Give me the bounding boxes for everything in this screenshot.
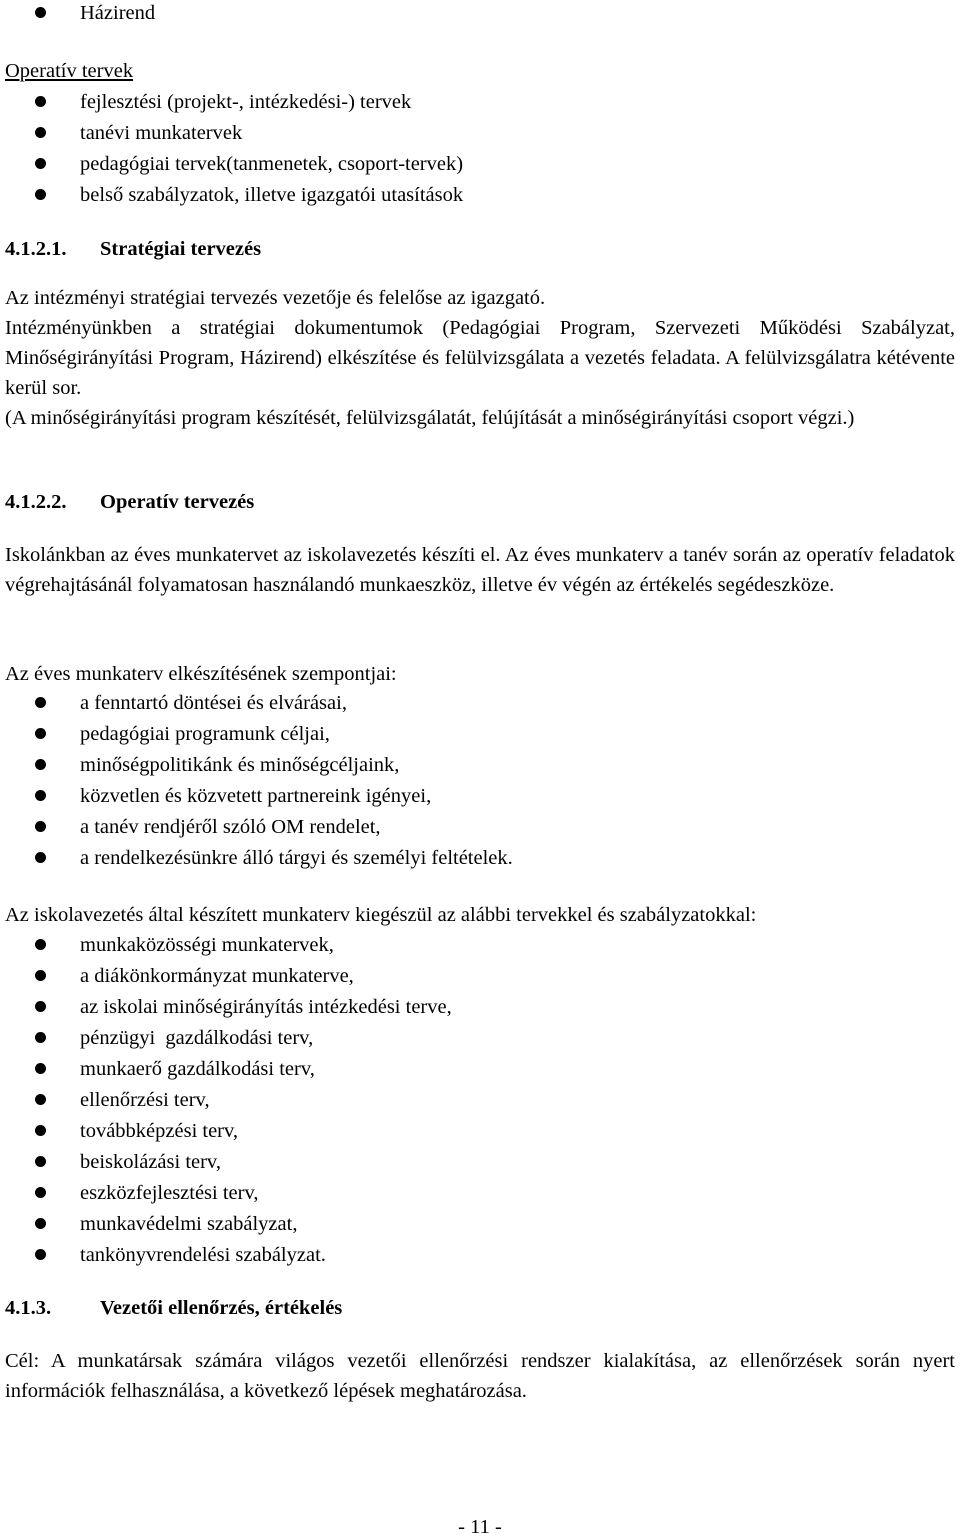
- list-item: a rendelkezésünkre álló tárgyi és személyi feltételek.: [0, 845, 513, 876]
- szempontok-list: [0, 690, 513, 876]
- bullet-icon: [35, 1187, 46, 1198]
- bullet-icon: [35, 127, 46, 138]
- bullet-icon: [35, 939, 46, 950]
- list-item: pénzügyi gazdálkodási terv,: [0, 1025, 452, 1056]
- section-title: Stratégiai tervezés: [100, 238, 262, 260]
- bullet-icon: [35, 158, 46, 169]
- list-item: fejlesztési (projekt-, intézkedési-) tervek: [0, 89, 463, 120]
- bullet-icon: [35, 1001, 46, 1012]
- paragraph: Iskolánkban az éves munkatervet az iskolavezetés készíti el. Az éves munkaterv a tanév során az operatív feladatok végrehajtásánál folyamatosan használandó munkaeszköz, illetve év végén az értékelés segédeszköze.: [5, 544, 955, 596]
- list-item: a tanév rendjéről szóló OM rendelet,: [0, 814, 513, 845]
- bullet-icon: [35, 1063, 46, 1074]
- section-heading-vezetoi: [5, 1295, 342, 1321]
- operativ-tervek-heading: Operatív tervek: [5, 60, 134, 82]
- top-bullet-list: [0, 0, 155, 31]
- section-heading-operativ: [5, 489, 254, 515]
- list-item: minőségpolitikánk és minőségcéljaink,: [0, 752, 513, 783]
- list-item: a fenntartó döntései és elvárásai,: [0, 690, 513, 721]
- section-number: 4.1.2.2.: [5, 491, 67, 513]
- bullet-icon: [35, 790, 46, 801]
- bullet-icon: [35, 1156, 46, 1167]
- list-item: munkavédelmi szabályzat,: [0, 1211, 452, 1242]
- section-number: 4.1.2.1.: [5, 238, 67, 260]
- list-item: közvetlen és közvetett partnereink igényei,: [0, 783, 513, 814]
- section-title: Vezetői ellenőrzés, értékelés: [100, 1297, 343, 1319]
- bullet-icon: [35, 1032, 46, 1043]
- list-item: munkaközösségi munkatervek,: [0, 932, 452, 963]
- list-item: munkaerő gazdálkodási terv,: [0, 1056, 452, 1087]
- section-title: Operatív tervezés: [100, 491, 255, 513]
- bullet-icon: [35, 189, 46, 200]
- bullet-icon: [35, 759, 46, 770]
- page-number: - 11 -: [458, 1516, 502, 1538]
- paragraph: Az iskolavezetés által készített munkaterv kiegészül az alábbi tervekkel és szabályzatokkal:: [5, 904, 757, 926]
- bullet-icon: [35, 1125, 46, 1136]
- bullet-icon: [35, 852, 46, 863]
- paragraph: Az éves munkaterv elkészítésének szempontjai:: [5, 663, 397, 685]
- bullet-icon: [35, 96, 46, 107]
- list-item: Házirend: [0, 0, 155, 31]
- list-item: eszközfejlesztési terv,: [0, 1180, 452, 1211]
- list-item: tanévi munkatervek: [0, 120, 463, 151]
- list-item: beiskolázási terv,: [0, 1149, 452, 1180]
- bullet-icon: [35, 1249, 46, 1260]
- operativ-tervek-list: [0, 89, 463, 213]
- list-item: pedagógiai programunk céljai,: [0, 721, 513, 752]
- bullet-icon: [35, 1094, 46, 1105]
- kiegeszito-tervek-list: [0, 932, 452, 1273]
- paragraph: Cél: A munkatársak számára világos vezetői ellenőrzési rendszer kialakítása, az ellenőrzések során nyert információk felhasználása, a következő lépések meghatározása.: [5, 1350, 955, 1402]
- bullet-icon: [35, 697, 46, 708]
- list-item: ellenőrzési terv,: [0, 1087, 452, 1118]
- section-heading-strategiai: [5, 236, 261, 262]
- bullet-icon: [35, 1218, 46, 1229]
- list-item: pedagógiai tervek(tanmenetek, csoport-tervek): [0, 151, 463, 182]
- bullet-icon: [35, 7, 46, 18]
- bullet-icon: [35, 970, 46, 981]
- list-item: továbbképzési terv,: [0, 1118, 452, 1149]
- list-item: az iskolai minőségirányítás intézkedési terve,: [0, 994, 452, 1025]
- list-item: tankönyvrendelési szabályzat.: [0, 1242, 452, 1273]
- paragraph: (A minőségirányítási program készítését, felülvizsgálatát, felújítását a minőségirányítási csoport végzi.): [5, 407, 855, 429]
- paragraph: Intézményünkben a stratégiai dokumentumok (Pedagógiai Program, Szervezeti Működési Szabályzat, Minőségirányítási Program, Házirend) elkészítése és felülvizsgálata a vezetés feladata. A felülvizsgálatra kétévente kerül sor.: [5, 317, 955, 399]
- paragraph: Az intézményi stratégiai tervezés vezetője és felelőse az igazgató.: [5, 287, 546, 309]
- bullet-icon: [35, 728, 46, 739]
- bullet-icon: [35, 821, 46, 832]
- section-number: 4.1.3.: [5, 1297, 52, 1319]
- list-item: belső szabályzatok, illetve igazgatói utasítások: [0, 182, 463, 213]
- list-item: a diákönkormányzat munkaterve,: [0, 963, 452, 994]
